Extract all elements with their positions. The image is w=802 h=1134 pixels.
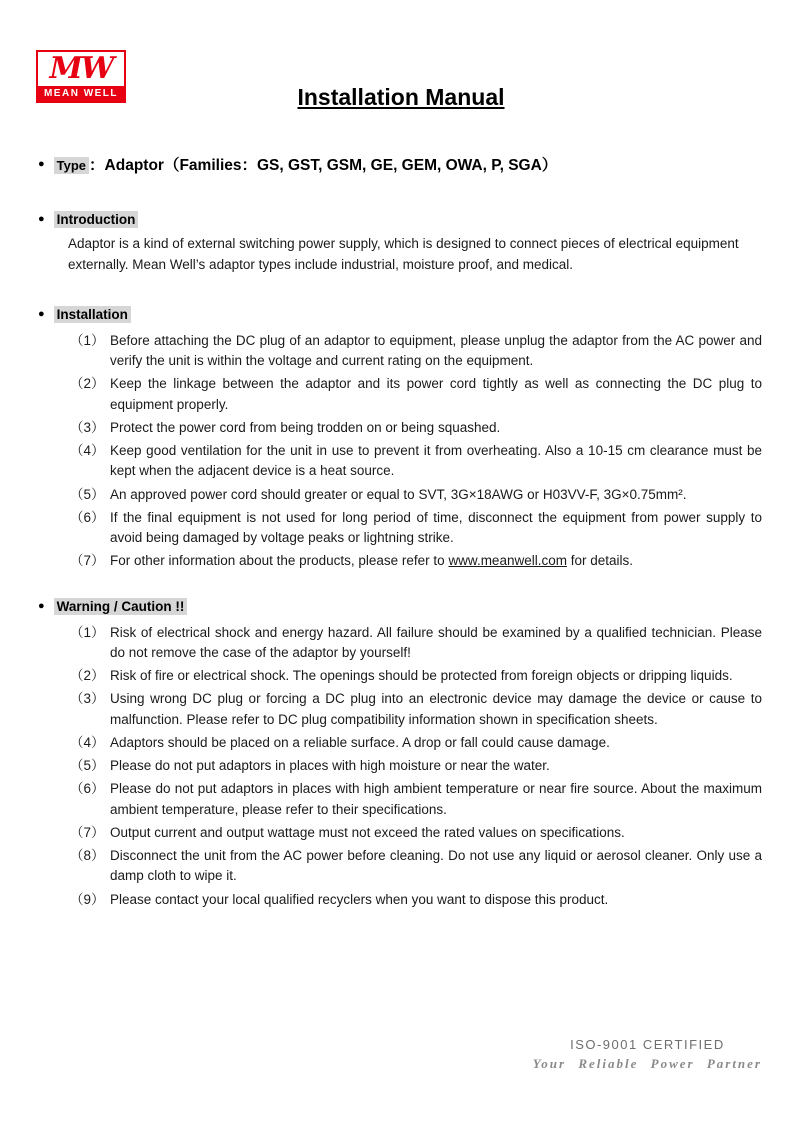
introduction-heading-row xyxy=(38,211,762,228)
item-number: （9） xyxy=(70,891,105,907)
list-item xyxy=(70,666,762,686)
item-number: （3） xyxy=(70,691,105,707)
section-introduction xyxy=(38,211,762,276)
introduction-heading: Introduction xyxy=(54,211,139,228)
meanwell-logo xyxy=(36,50,126,103)
list-item xyxy=(70,733,762,753)
item-number: （3） xyxy=(70,419,105,435)
list-item xyxy=(70,846,762,887)
type-text xyxy=(54,153,558,175)
warning-list xyxy=(70,623,762,910)
section-installation xyxy=(38,306,762,572)
list-item xyxy=(70,823,762,843)
page-title: Installation Manual xyxy=(297,84,505,110)
list-item xyxy=(70,779,762,820)
type-value: ：Adaptor（Families：GS, GST, GSM, GE, GEM, OWA, P, SGA） xyxy=(89,157,558,174)
item-number: （4） xyxy=(70,443,105,459)
item-text-pre: For other information about the products, please refer to xyxy=(110,553,449,569)
section-warning xyxy=(38,598,762,910)
item-number: （5） xyxy=(70,486,105,502)
type-line xyxy=(38,153,762,175)
bullet-icon: ● xyxy=(38,307,45,320)
item-text: Keep the linkage between the adaptor and its power cord tightly as well as connecting the DC plug to equipment properly. xyxy=(110,376,762,412)
item-text: Risk of fire or electrical shock. The openings should be protected from foreign objects or dripping liquids. xyxy=(110,668,733,684)
item-number: （2） xyxy=(70,376,105,392)
introduction-body: Adaptor is a kind of external switching power supply, which is designed to connect pieces of electrical equipment externally. Mean Well’s adaptor types include industrial, moisture proof, and medical. xyxy=(68,236,739,272)
list-item xyxy=(70,441,762,482)
list-item xyxy=(70,756,762,776)
warning-heading-row xyxy=(38,598,762,615)
item-number: （5） xyxy=(70,758,105,774)
item-text: Please do not put adaptors in places with high ambient temperature or near fire source. About the maximum ambient temperature, please refer to their specifications. xyxy=(110,781,762,817)
item-number: （4） xyxy=(70,734,105,750)
item-text xyxy=(110,551,762,571)
item-text: An approved power cord should greater or equal to SVT, 3G×18AWG or H03VV-F, 3G×0.75mm². xyxy=(110,486,687,502)
list-item xyxy=(70,418,762,438)
bullet-icon: ● xyxy=(38,157,45,170)
slogan-text: Your Reliable Power Partner xyxy=(532,1056,762,1071)
item-text: Please contact your local qualified recyclers when you want to dispose this product. xyxy=(110,891,609,907)
meanwell-link[interactable]: www.meanwell.com xyxy=(448,553,567,569)
item-number: （6） xyxy=(70,509,105,525)
item-text: Disconnect the unit from the AC power before cleaning. Do not use any liquid or aerosol cleaner. Only use a damp cloth to wipe it. xyxy=(110,848,762,884)
list-item xyxy=(70,508,762,549)
item-number: （1） xyxy=(70,624,105,640)
list-item xyxy=(70,331,762,372)
item-text-post: for details. xyxy=(566,553,634,569)
item-number: （7） xyxy=(70,553,105,569)
bullet-icon: ● xyxy=(38,599,45,612)
footer xyxy=(533,1037,762,1072)
bullet-icon: ● xyxy=(38,213,45,225)
logo-brand-text: MEAN WELL xyxy=(38,86,124,101)
item-text: Using wrong DC plug or forcing a DC plug into an electronic device may damage the device or cause to malfunction. Please refer to DC plug compatibility information shown in specification sheets. xyxy=(110,691,762,727)
type-label: Type xyxy=(54,157,89,174)
mw-logo-icon: MW xyxy=(49,51,113,86)
list-item xyxy=(70,374,762,415)
item-text: Adaptors should be placed on a reliable surface. A drop or fall could cause damage. xyxy=(110,734,610,750)
item-number: （6） xyxy=(70,781,105,797)
item-text: Keep good ventilation for the unit in use to prevent it from overheating. Also a 10-15 cm clearance must be kept when the adjacent device is a heat source. xyxy=(110,443,762,479)
list-item xyxy=(70,623,762,664)
iso-certified-text: ISO-9001 CERTIFIED xyxy=(570,1037,725,1052)
installation-list xyxy=(70,331,762,572)
item-text: Before attaching the DC plug of an adaptor to equipment, please unplug the adaptor from the AC power and verify the unit is within the voltage and current rating on the equipment. xyxy=(110,332,762,369)
list-item xyxy=(70,551,762,571)
installation-heading: Installation xyxy=(54,306,131,323)
list-item xyxy=(70,890,762,910)
item-text: If the final equipment is not used for long period of time, disconnect the equipment from power supply to avoid being damaged by voltage peaks or lightning strike. xyxy=(110,509,762,546)
item-text: Please do not put adaptors in places with high moisture or near the water. xyxy=(110,758,550,774)
item-text: Risk of electrical shock and energy hazard. All failure should be examined by a qualified technician. Please do not remove the case of the adaptor by yourself! xyxy=(110,624,762,660)
item-number: （8） xyxy=(70,848,105,864)
item-text: Protect the power cord from being trodden on or being squashed. xyxy=(110,419,501,435)
item-number: （1） xyxy=(70,332,105,348)
list-item xyxy=(70,485,762,505)
item-number: （7） xyxy=(70,824,105,840)
item-text: Output current and output wattage must not exceed the rated values on specifications. xyxy=(110,824,625,840)
list-item xyxy=(70,689,762,730)
item-number: （2） xyxy=(70,668,105,684)
installation-heading-row xyxy=(38,306,762,323)
warning-heading: Warning / Caution !! xyxy=(54,598,188,615)
